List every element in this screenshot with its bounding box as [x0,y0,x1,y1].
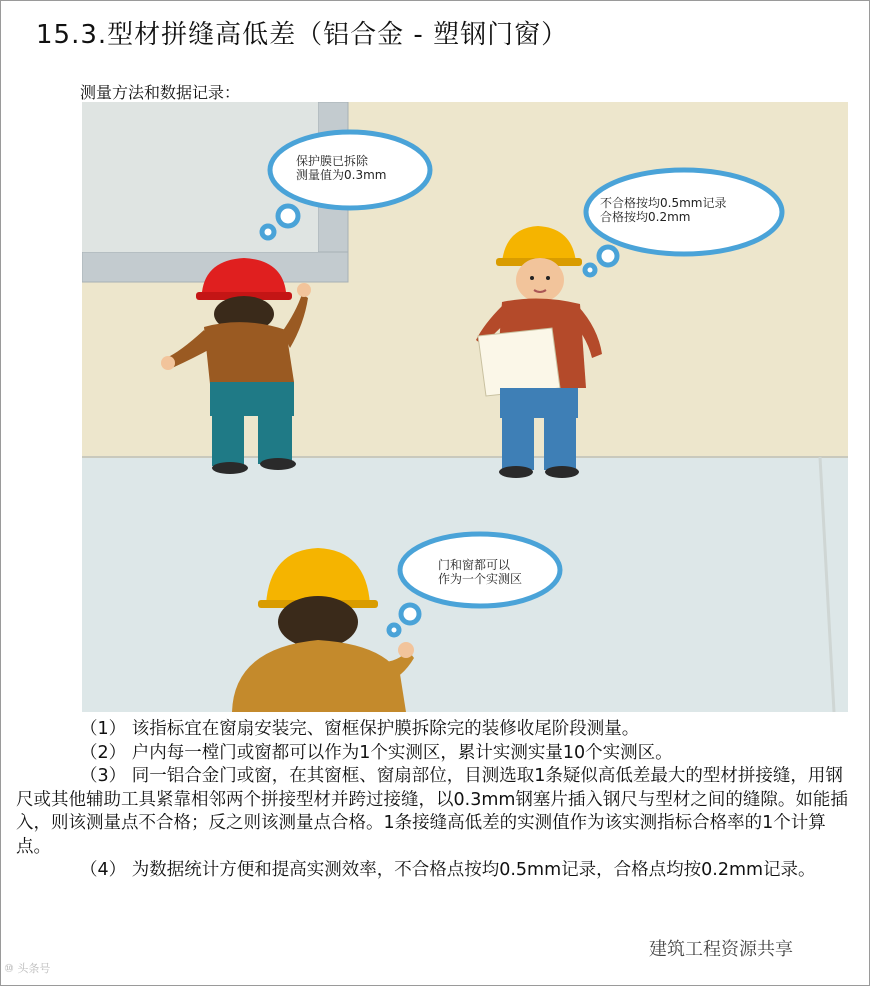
paragraph-2: （2） 户内每一樘门或窗都可以作为1个实测区，累计实测实量10个实测区。 [80,742,673,763]
bubble-left-text [296,154,386,182]
bubble-left-line-2: 测量值为0.3mm [296,168,387,182]
bubble-right-text [600,196,726,224]
bubble-right-line-2: 合格按均0.2mm [600,210,691,224]
paragraph-4: （4） 为数据统计方便和提高实测效率，不合格点按均0.5mm记录，合格点均按0.2mm记录。 [80,860,816,880]
paragraph-1: （1） 该指标宜在窗扇安装完、窗框保护膜拆除完的装修收尾阶段测量。 [80,719,640,739]
measurement-instructions [16,718,852,883]
bubble-bottom-text [438,558,522,586]
bubble-left-line-1: 保护膜已拆除 [296,154,369,168]
bubble-right-line-1: 不合格按均0.5mm记录 [600,196,727,210]
page-title: 15.3.型材拼缝高低差（铝合金 - 塑钢门窗） [36,20,569,50]
bubble-bottom-line-1: 门和窗都可以 [438,558,511,572]
watermark: 建筑工程资源共享 [645,933,797,963]
bubble-bottom-line-2: 作为一个实测区 [438,572,523,586]
footer-source: ⑩ 头条号 [4,962,51,975]
section-subtitle: 测量方法和数据记录： [80,83,241,102]
paragraph-3: （3） 同一铝合金门或窗，在其窗框、窗扇部位，目测选取1条疑似高低差最大的型材拼接缝，用钢尺或其他辅助工具紧靠相邻两个拼接型材并跨过接缝，以0.3mm钢塞片插入钢尺与型材之间的缝隙。如能插入，则该测量点不合格；反之则该测量点合格。1条接缝高低差的实测值作为该实测指标合格率的1个计算点。 [16,766,848,857]
illustration [82,102,848,712]
